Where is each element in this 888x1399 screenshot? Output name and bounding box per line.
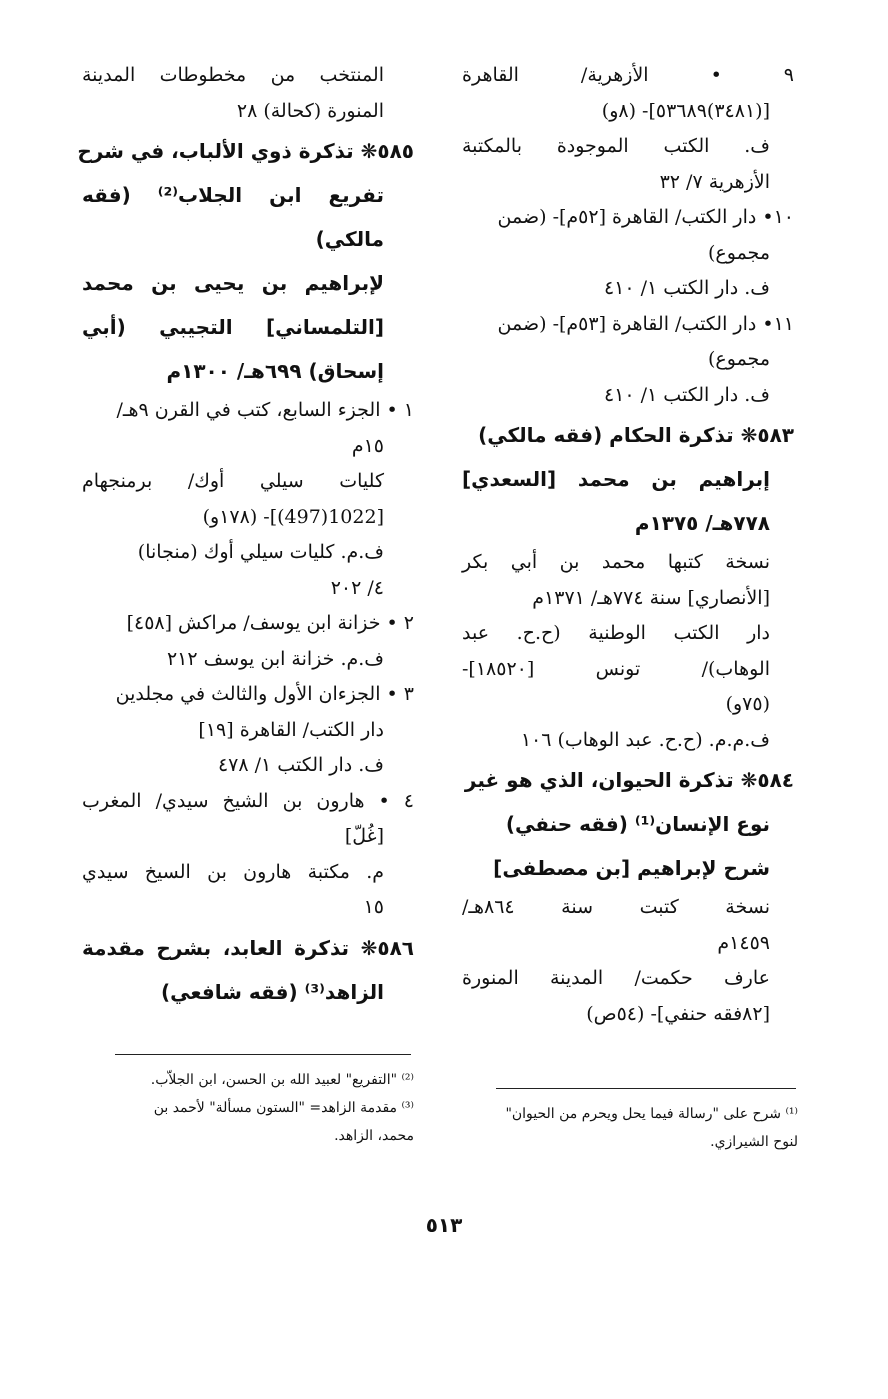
footnote-line: ⁽³⁾ مقدمة الزاهد= "الستون مسألة" لأحمد بن — [153, 1100, 414, 1116]
page-number: ٥١٣ — [425, 1213, 463, 1237]
footnotes-right — [462, 1100, 798, 1156]
right-column-line: ١٤٥٩م — [717, 931, 770, 954]
right-column-line: ٧٧٨هـ/ ١٣٧٥م — [634, 511, 770, 535]
left-column-line: ٥٨٥❋ تذكرة ذوي الألباب، في شرح — [77, 139, 414, 163]
right-column-line: الوهاب)/ تونس [١٨٥٢٠]- — [462, 657, 770, 680]
right-column-line: ١١• دار الكتب/ القاهرة [٥٣م]- (ضمن — [497, 312, 794, 335]
right-column-line: نوع الإنسان⁽¹⁾ (فقه حنفي) — [505, 812, 770, 836]
right-column-line: [(٣٤٨١)٥٣٦٨٩]- (٨و) — [601, 99, 770, 122]
left-column-line: ١٥م — [351, 434, 384, 457]
right-column-line: (٧٥و) — [725, 693, 770, 715]
footnote-line: لنوح الشيرازي. — [710, 1134, 798, 1150]
left-column-line: ١ • الجزء السابع، كتب في القرن ٩هـ/ — [116, 399, 414, 421]
right-column-line: ١٠• دار الكتب/ القاهرة [٥٢م]- (ضمن — [497, 206, 794, 228]
left-column-line: المنورة (كحالة) ٢٨ — [236, 99, 384, 122]
footnote-line: محمد، الزاهد. — [334, 1128, 414, 1144]
left-column-line: مالكي) — [315, 227, 384, 251]
right-column-line: ٩ • الأزهرية/ القاهرة — [462, 64, 794, 86]
right-column-line: شرح لإبراهيم [بن مصطفى] — [493, 856, 770, 880]
left-column-line: دار الكتب/ القاهرة [١٩] — [198, 718, 384, 741]
left-column-line: ٤/ ٢٠٢ — [330, 576, 384, 599]
right-column-line: ٥٨٤❋ تذكرة الحيوان، الذي هو غير — [464, 768, 794, 792]
right-column-line: دار الكتب الوطنية (ح.ح. عبد — [462, 622, 770, 644]
left-column — [77, 58, 414, 1014]
left-column-line: ٣ • الجزءان الأول والثالث في مجلدين — [115, 683, 414, 705]
left-column-line: ١٥ — [363, 896, 384, 918]
footnotes-left — [78, 1066, 414, 1150]
left-column-line: ٢ • خزانة ابن يوسف/ مراكش [٤٥٨] — [126, 612, 414, 634]
left-column-line: ف. دار الكتب ١/ ٤٧٨ — [217, 754, 384, 776]
right-column-line: نسخة كتبها محمد بن أبي بكر — [462, 551, 770, 573]
left-column-line: م. مكتبة هارون بن السيخ سيدي — [82, 860, 384, 883]
right-column-line: ف.م.م. (ح.ح. عبد الوهاب) ١٠٦ — [520, 728, 770, 751]
left-column-line: تفريع ابن الجلاب⁽²⁾ (فقه — [82, 183, 385, 207]
right-column-line: إبراهيم بن محمد [السعدي] — [462, 467, 770, 491]
right-column-line: [الأنصاري] سنة ٧٧٤هـ/ ١٣٧١م — [532, 586, 770, 609]
footnote-separator-left — [115, 1054, 411, 1055]
right-column-line: ٥٨٣❋ تذكرة الحكام (فقه مالكي) — [478, 423, 794, 447]
footnote-separator-right — [496, 1088, 796, 1089]
left-column-line: [1022(497)]- (١٧٨و) — [202, 505, 384, 528]
left-column-line: ف.م. كليات سيلي أوك (منجانا) — [137, 541, 384, 563]
right-column-line: عارف حكمت/ المدينة المنورة — [462, 967, 770, 989]
left-column-line: المنتخب من مخطوطات المدينة — [82, 64, 384, 86]
left-column-line: الزاهد⁽³⁾ (فقه شافعي) — [161, 979, 384, 1004]
footnote-line: ⁽¹⁾ شرح على "رسالة فيما يحل ويحرم من الحيوان" — [505, 1106, 798, 1122]
right-column-line: نسخة كتبت سنة ٨٦٤هـ/ — [462, 896, 770, 918]
left-column-line: ف.م. خزانة ابن يوسف ٢١٢ — [166, 647, 384, 670]
left-column-line: كليات سيلي أوك/ برمنجهام — [82, 470, 384, 492]
left-column-line: إسحاق) ٦٩٩هـ/ ١٣٠٠م — [166, 359, 384, 383]
right-column — [462, 58, 794, 1032]
right-column-line: مجموع) — [708, 241, 770, 264]
left-column-line: ٥٨٦❋ تذكرة العابد، بشرح مقدمة — [82, 935, 414, 960]
left-column-line: [التلمساني] التجيبي (أبي — [82, 315, 384, 339]
footnote-line: ⁽²⁾ "التفريع" لعبيد الله بن الحسن، ابن الجلاّب. — [150, 1072, 414, 1088]
right-column-line: ف. دار الكتب ١/ ٤١٠ — [603, 383, 770, 406]
right-column-line: ف. دار الكتب ١/ ٤١٠ — [603, 277, 770, 299]
right-column-line: [٨٢فقه حنفي]- (٥٤ص) — [586, 1002, 770, 1025]
left-column-line: ٤ • هارون بن الشيخ سيدي/ المغرب — [82, 789, 414, 812]
left-column-line: [غُلّ] — [344, 825, 384, 847]
right-column-line: الأزهرية ٧/ ٣٢ — [659, 170, 770, 193]
left-column-line: لإبراهيم بن يحيى بن محمد — [82, 271, 384, 295]
right-column-line: ف. الكتب الموجودة بالمكتبة — [462, 135, 770, 157]
right-column-line: مجموع) — [708, 348, 770, 370]
